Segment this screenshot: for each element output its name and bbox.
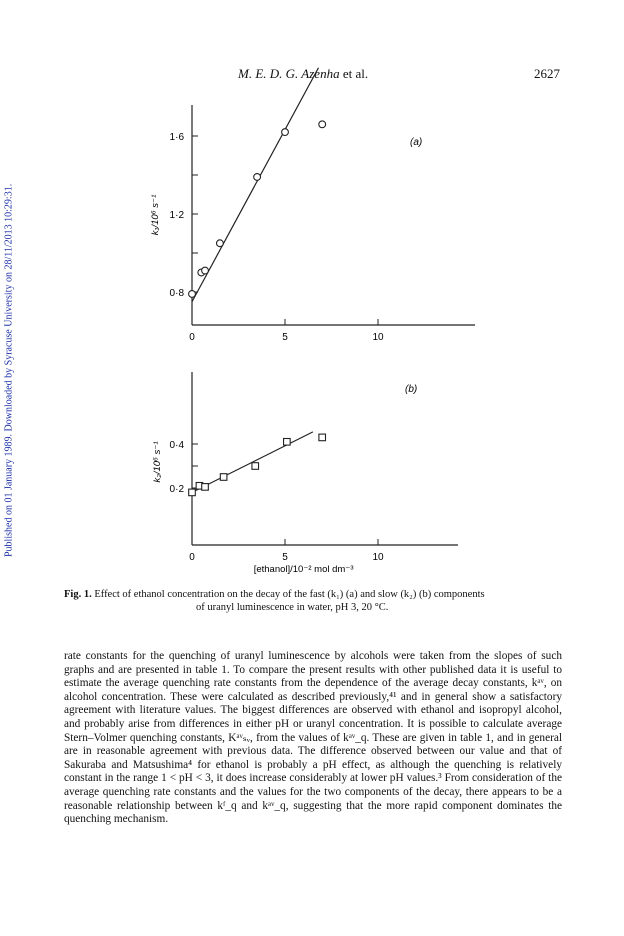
y-tick-label: 1·2 (169, 210, 184, 221)
data-point-square (252, 463, 259, 470)
fit-line (192, 432, 313, 493)
x-tick-label: 0 (189, 552, 195, 563)
data-point-circle (189, 291, 196, 298)
caption-line-2: of uranyl luminescence in water, pH 3, 20 °C. (196, 602, 389, 613)
y-tick-label: 0·8 (169, 288, 184, 299)
y-axis-label: k₁/10⁶ s⁻¹ (150, 194, 161, 236)
x-tick-label: 0 (189, 332, 195, 343)
caption-label: Fig. 1. (64, 589, 92, 600)
figure-caption (64, 588, 564, 614)
page-number: 2627 (534, 66, 560, 81)
x-tick-label: 10 (372, 552, 384, 563)
panel-label: (a) (410, 137, 423, 148)
x-tick-label: 5 (282, 552, 288, 563)
download-watermark: Published on 01 January 1989. Downloaded by Syracuse University on 28/11/2013 10:29:31. (3, 183, 15, 557)
author-etal: et al. (339, 66, 369, 81)
data-point-circle (282, 129, 289, 136)
data-point-square (202, 484, 209, 491)
body-paragraph: rate constants for the quenching of uranyl luminescence by alcohols were taken from the slopes of such graphs and are presented in table 1. To compare the present results with other published data it is useful to estimate the average quenching rate constants from the dependence of the average decay constants, kᵃᵛ, on alcohol concentration. These were calculated as described previously,⁴¹ and in general show a satisfactory agreement with literature values. The biggest differences are observed with ethanol and isopropyl alcohol, and probably arise from differences in either pH or uranyl concentration. It is possible to calculate average Stern–Volmer quenching constants, Kᵃᵛₛᵥ, from the values of kᵃᵛ_q. These are given in table 1, and in general are in reasonable agreement with previous data. The difference observed between our value and that of Sakuraba and Matsushima⁴ for ethanol is probably a pH effect, as although the quenching is relatively constant in the range 1 < pH < 3, it does increase considerably at lower pH values.³ From consideration of the average quenching rate constants and the values for the two components of the decay, there appears to be a reasonable relationship between kᶠ_q and kᵃᵛ_q, suggesting that the more rapid component dominates the quenching mechanism. (64, 650, 562, 826)
data-point-square (319, 434, 326, 441)
fit-line (192, 68, 318, 302)
data-point-square (220, 474, 227, 481)
data-point-square (284, 439, 291, 446)
author-names: M. E. D. G. Azenha (238, 66, 340, 81)
panel-label: (b) (405, 384, 418, 395)
y-tick-label: 0·2 (169, 484, 184, 495)
caption-line-1: Effect of ethanol concentration on the decay of the fast (k₁) (a) and slow (k₂) (b) components (91, 589, 485, 600)
data-point-circle (217, 240, 224, 247)
x-axis-label: [ethanol]/10⁻² mol dm⁻³ (253, 564, 354, 575)
data-point-circle (202, 267, 209, 274)
y-axis-label: k₂/10⁶ s⁻¹ (152, 441, 163, 483)
x-tick-label: 5 (282, 332, 288, 343)
y-tick-label: 1·6 (169, 132, 184, 143)
data-point-circle (254, 174, 261, 181)
x-tick-label: 10 (372, 332, 384, 343)
y-tick-label: 0·4 (169, 440, 184, 451)
data-point-square (189, 489, 196, 496)
data-point-circle (319, 121, 326, 128)
